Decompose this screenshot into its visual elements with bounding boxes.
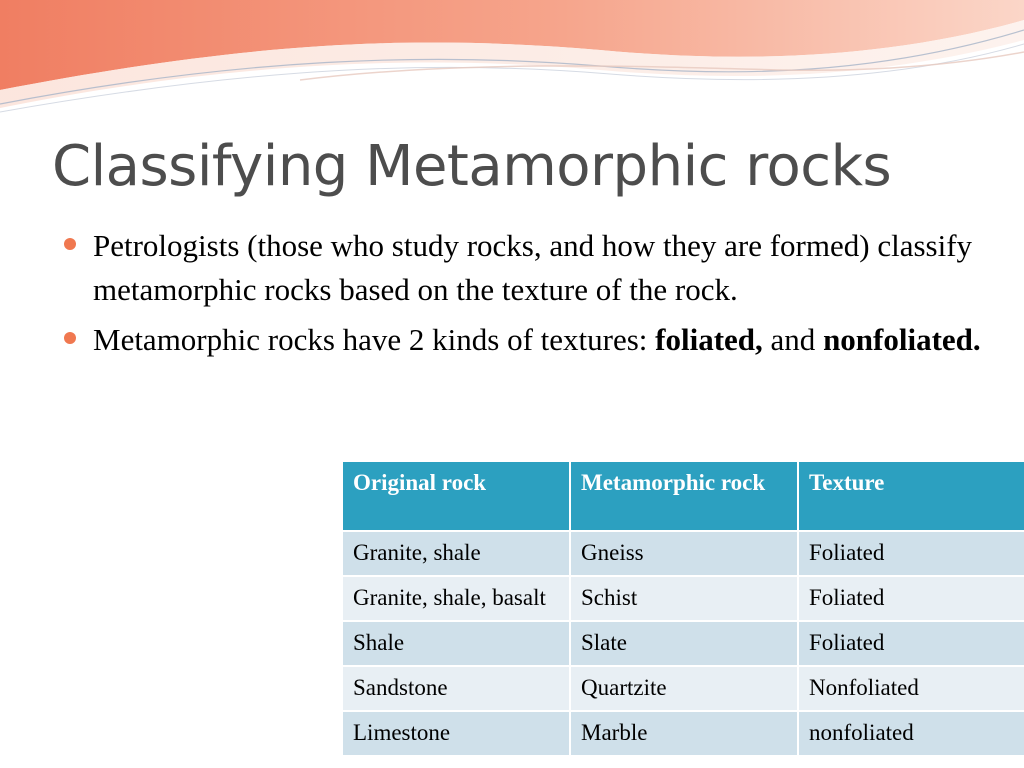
- header-metamorphic-rock: Metamorphic rock: [570, 461, 798, 531]
- cell-metamorphic-rock: Marble: [570, 711, 798, 756]
- cell-texture: nonfoliated: [798, 711, 1024, 756]
- slide-title: Classifying Metamorphic rocks: [52, 134, 892, 199]
- cell-texture: Foliated: [798, 576, 1024, 621]
- bullet-text-middle: and: [762, 322, 824, 357]
- decorative-wave-banner: [0, 0, 1024, 120]
- bullet-text-bold-foliated: foliated,: [655, 322, 763, 357]
- cell-metamorphic-rock: Slate: [570, 621, 798, 666]
- bullet-text-bold-nonfoliated: nonfoliated.: [823, 322, 981, 357]
- bullet-dot-icon: [64, 332, 76, 344]
- cell-metamorphic-rock: Gneiss: [570, 531, 798, 576]
- cell-texture: Nonfoliated: [798, 666, 1024, 711]
- bullet-text: Petrologists (those who study rocks, and how they are formed) classify metamorphic rocks based on the texture of the rock.: [93, 228, 973, 307]
- cell-original-rock: Shale: [342, 621, 570, 666]
- cell-original-rock: Granite, shale: [342, 531, 570, 576]
- rock-classification-table: [341, 460, 1024, 757]
- bullet-list: [62, 224, 992, 368]
- table-row: [342, 711, 1024, 756]
- header-texture: Texture: [798, 461, 1024, 531]
- table-row: [342, 531, 1024, 576]
- cell-original-rock: Limestone: [342, 711, 570, 756]
- cell-metamorphic-rock: Schist: [570, 576, 798, 621]
- cell-original-rock: Sandstone: [342, 666, 570, 711]
- table-header-row: [342, 461, 1024, 531]
- header-original-rock: Original rock: [342, 461, 570, 531]
- bullet-dot-icon: [64, 238, 76, 250]
- bullet-item: [62, 318, 992, 362]
- table-row: [342, 666, 1024, 711]
- bullet-text-prefix: Metamorphic rocks have 2 kinds of textures:: [93, 322, 656, 357]
- cell-metamorphic-rock: Quartzite: [570, 666, 798, 711]
- table-row: [342, 576, 1024, 621]
- bullet-item: [62, 224, 992, 312]
- table-row: [342, 621, 1024, 666]
- cell-texture: Foliated: [798, 621, 1024, 666]
- cell-texture: Foliated: [798, 531, 1024, 576]
- cell-original-rock: Granite, shale, basalt: [342, 576, 570, 621]
